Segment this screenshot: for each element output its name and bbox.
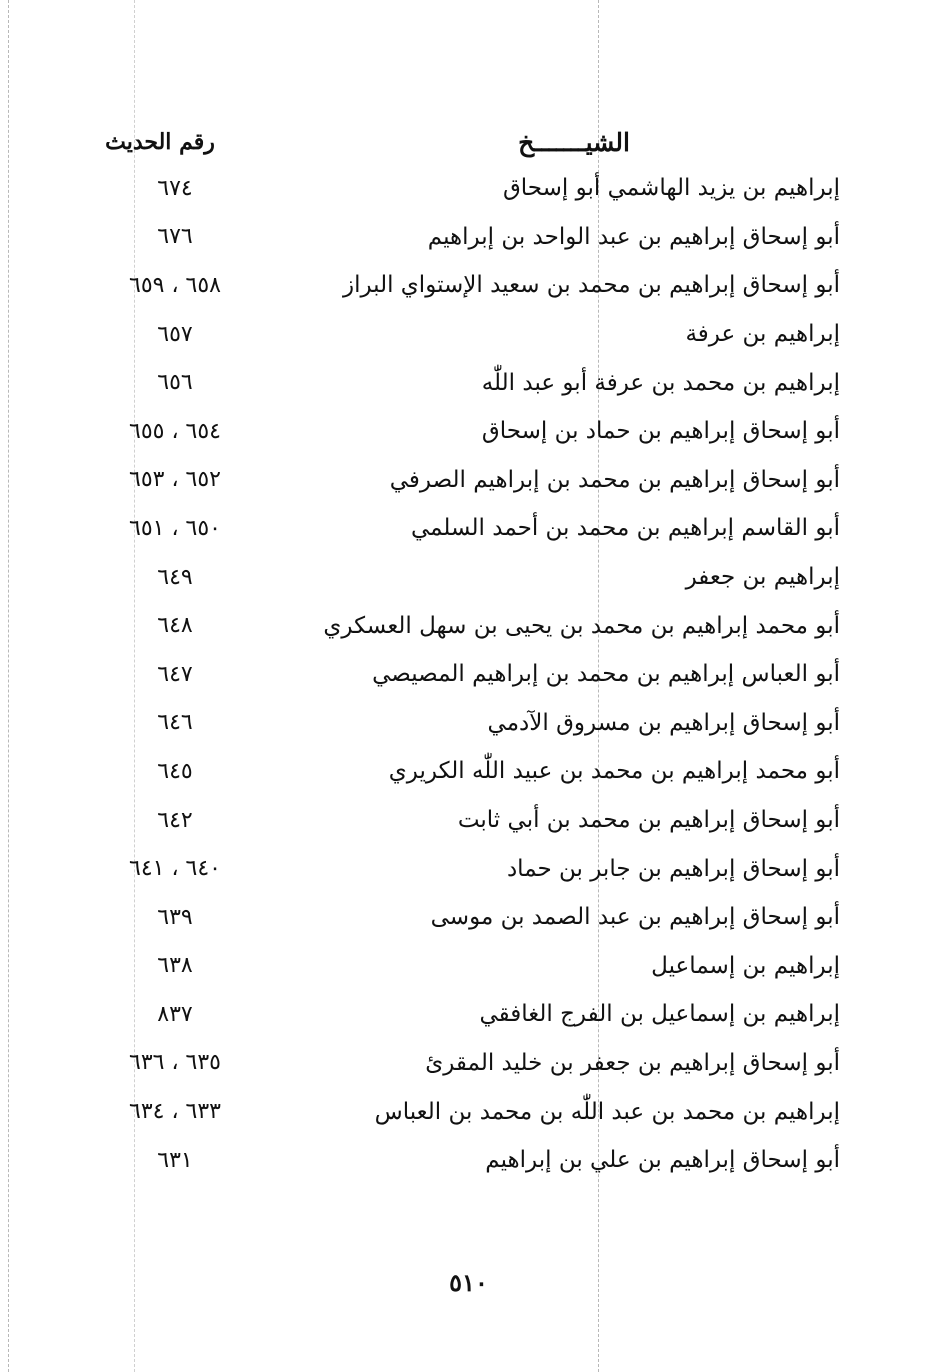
table-row [100, 650, 840, 699]
scan-guide-line-left [8, 0, 9, 1372]
table-row [100, 164, 840, 213]
hadith-numbers: ٦٥٠ ، ٦٥١ [129, 515, 221, 541]
table-row [100, 990, 840, 1039]
sheikh-name: إبراهيم بن إسماعيل بن الفرج الغافقي [479, 1001, 840, 1028]
sheikh-name: إبراهيم بن جعفر [685, 564, 840, 591]
sheikh-name: إبراهيم بن محمد بن عبد اللّٰه بن محمد بن العباس [374, 1098, 840, 1125]
table-row [100, 407, 840, 456]
hadith-numbers: ٦٧٤ [157, 175, 193, 201]
hadith-numbers: ٦٤٢ [157, 807, 193, 833]
index-table [100, 120, 840, 1184]
hadith-numbers: ٦٥٨ ، ٦٥٩ [129, 272, 221, 298]
hadith-numbers: ٦٤٠ ، ٦٤١ [129, 856, 221, 882]
sheikh-name: أبو القاسم إبراهيم بن محمد بن أحمد السلمي [410, 515, 840, 542]
table-row [100, 1039, 840, 1088]
sheikh-name: أبو إسحاق إبراهيم بن جعفر بن خليد المقرئ [425, 1049, 840, 1076]
table-row [100, 942, 840, 991]
table-row [100, 358, 840, 407]
sheikh-name: أبو إسحاق إبراهيم بن علي بن إبراهيم [485, 1147, 840, 1174]
table-row [100, 844, 840, 893]
sheikh-name: أبو إسحاق إبراهيم بن محمد بن إبراهيم الصرفي [389, 466, 840, 493]
table-row [100, 213, 840, 262]
table-row [100, 1087, 840, 1136]
table-row [100, 699, 840, 748]
hadith-numbers: ٦٥٦ [157, 370, 193, 396]
table-row [100, 1136, 840, 1185]
hadith-numbers: ٦٣٥ ، ٦٣٦ [129, 1050, 221, 1076]
sheikh-name: أبو إسحاق إبراهيم بن جابر بن حماد [506, 855, 840, 882]
table-row [100, 261, 840, 310]
table-row [100, 601, 840, 650]
hadith-numbers: ٦٣٣ ، ٦٣٤ [129, 1099, 221, 1125]
sheikh-name: أبو إسحاق إبراهيم بن عبد الواحد بن إبراهيم [427, 223, 840, 250]
sheikh-name: أبو إسحاق إبراهيم بن عبد الصمد بن موسى [430, 904, 840, 931]
sheikh-name: أبو إسحاق إبراهيم بن محمد بن سعيد الإستواي البراز [342, 272, 840, 299]
hadith-numbers: ٦٣١ [157, 1147, 193, 1173]
table-row [100, 456, 840, 505]
table-row [100, 310, 840, 359]
hadith-numbers: ٦٤٧ [157, 661, 193, 687]
hadith-numbers: ٦٧٦ [157, 224, 193, 250]
sheikh-name: أبو محمد إبراهيم بن محمد بن عبيد اللّٰه الكريري [388, 758, 840, 785]
table-row [100, 747, 840, 796]
sheikh-name: إبراهيم بن محمد بن عرفة أبو عبد اللّٰه [481, 369, 840, 396]
hadith-numbers: ٦٤٥ [157, 758, 193, 784]
hadith-number-column-header: رقم الحديث [105, 129, 215, 155]
hadith-numbers: ٦٤٩ [157, 564, 193, 590]
page-number: ٥١٠ [449, 1268, 488, 1297]
sheikh-name: أبو إسحاق إبراهيم بن محمد بن أبي ثابت [457, 807, 840, 834]
table-row [100, 796, 840, 845]
hadith-numbers: ٦٥٧ [157, 321, 193, 347]
table-row [100, 893, 840, 942]
sheikh-name: أبو إسحاق إبراهيم بن مسروق الآدمي [487, 709, 840, 736]
sheikh-name: إبراهيم بن يزيد الهاشمي أبو إسحاق [502, 175, 840, 202]
table-header [100, 120, 840, 164]
hadith-numbers: ٨٣٧ [157, 1001, 193, 1027]
table-row [100, 553, 840, 602]
hadith-numbers: ٦٤٨ [157, 613, 193, 639]
hadith-numbers: ٦٥٤ ، ٦٥٥ [129, 418, 221, 444]
table-row [100, 504, 840, 553]
name-column-header: الشيـــــــخ [518, 127, 630, 157]
sheikh-name: أبو محمد إبراهيم بن محمد بن يحيى بن سهل العسكري [323, 612, 840, 639]
hadith-numbers: ٦٥٢ ، ٦٥٣ [129, 467, 221, 493]
sheikh-name: أبو العباس إبراهيم بن محمد بن إبراهيم المصيصي [372, 661, 840, 688]
sheikh-name: أبو إسحاق إبراهيم بن حماد بن إسحاق [481, 418, 840, 445]
sheikh-name: إبراهيم بن إسماعيل [651, 952, 840, 979]
hadith-numbers: ٦٣٩ [157, 904, 193, 930]
hadith-numbers: ٦٤٦ [157, 710, 193, 736]
hadith-numbers: ٦٣٨ [157, 953, 193, 979]
table-body [100, 164, 840, 1184]
sheikh-name: إبراهيم بن عرفة [685, 321, 840, 348]
